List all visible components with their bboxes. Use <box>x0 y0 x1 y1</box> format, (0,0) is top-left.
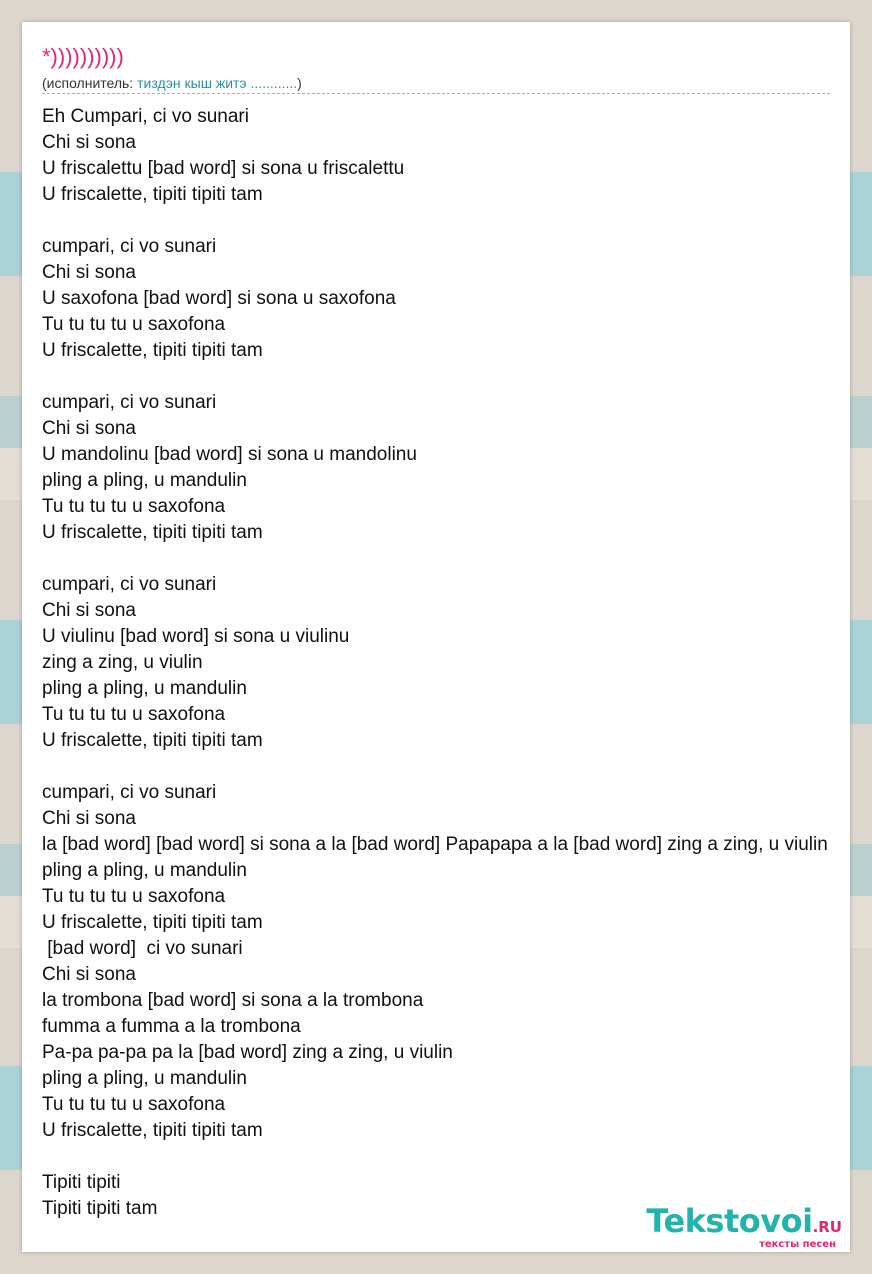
lyrics-text: Eh Cumpari, ci vo sunari Chi si sona U friscalettu [bad word] si sona u friscalettu U friscalette, tipiti tipiti tam cumpari, ci vo sunari Chi si sona U saxofona [bad word] si sona u saxofona Tu tu tu tu u saxofona U friscalette, tipiti tipiti tam cumpari, ci vo sunari Chi si sona U mandolinu [bad word] si sona u mandolinu pling a pling, u mandulin Tu tu tu tu u saxofona U friscalette, tipiti tipiti tam cumpari, ci vo sunari Chi si sona U viulinu [bad word] si sona u viulinu zing a zing, u viulin pling a pling, u mandulin Tu tu tu tu u saxofona U friscalette, tipiti tipiti tam cumpari, ci vo sunari Chi si sona la [bad word] [bad word] si sona a la [bad word] Papapapa a la [bad word] zing a zing, u viulin pling a pling, u mandulin Tu tu tu tu u saxofona U friscalette, tipiti tipiti tam [bad word] ci vo sunari Chi si sona la trombona [bad word] si sona a la trombona fumma a fumma a la trombona Pa-pa pa-pa pa la [bad word] zing a zing, u viulin pling a pling, u mandulin Tu tu tu tu u saxofona U friscalette, tipiti tipiti tam Tipiti tipiti Tipiti tipiti tam <box>42 106 828 1219</box>
artist-line <box>42 74 830 94</box>
logo-name: Tekstovoi <box>646 1202 813 1240</box>
song-title: *)))))))))) <box>42 44 124 69</box>
artist-link[interactable]: тиздэн кыш житэ ............ <box>137 75 298 91</box>
artist-prefix: (исполнитель: <box>42 75 138 91</box>
logo-tld: .RU <box>812 1218 842 1236</box>
logo-tagline: тексты песен <box>759 1239 836 1250</box>
artist-suffix: ) <box>297 75 302 91</box>
